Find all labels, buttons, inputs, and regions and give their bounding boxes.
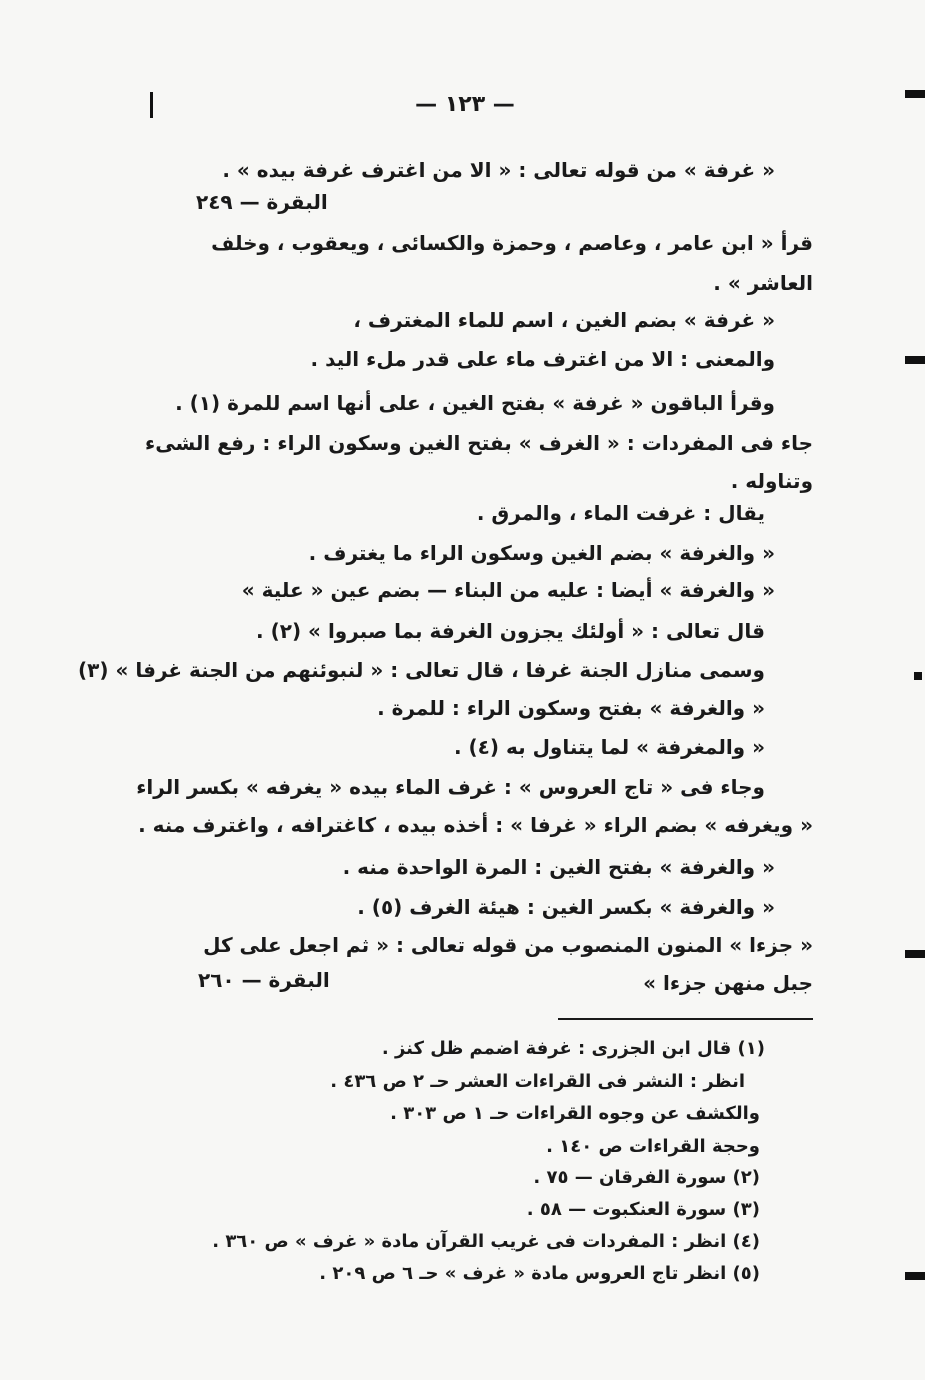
body-line: « ويغرفه » بضم الراء « غرفا » : أخذه بيده ، كاغترافه ، واغترف منه .: [138, 813, 813, 837]
body-line: جاء فى المفردات : « الغرف » بفتح الغين وسكون الراء : رفع الشىء: [145, 431, 813, 455]
body-line: « والغرفة » بفتح الغين : المرة الواحدة منه .: [342, 855, 775, 879]
margin-mark-right-1: [905, 90, 925, 98]
body-line: يقال : غرفت الماء ، والمرق .: [476, 501, 765, 525]
margin-mark-right-5: [905, 1272, 925, 1280]
body-line: « والغرفة » بضم الغين وسكون الراء ما يغترف .: [308, 541, 775, 565]
body-line: « والمغرفة » لما يتناول به (٤) .: [453, 735, 765, 759]
body-line: العاشر » .: [713, 271, 813, 295]
body-line: « والغرفة » بفتح وسكون الراء : للمرة .: [377, 696, 765, 720]
margin-bar-top-left: [150, 92, 153, 118]
footnote: (٣) سورة العنكبوت — ٥٨ .: [526, 1199, 760, 1220]
footnote-divider: [558, 1018, 813, 1020]
footnote: (٥) انظر تاج العروس مادة « غرف » حـ ٦ ص ٢٠٩ .: [319, 1263, 760, 1284]
body-line: « والغرفة » أيضا : عليه من البناء — بضم عين « علية »: [241, 578, 775, 602]
quran-reference: البقرة — ٢٤٩: [196, 190, 328, 214]
body-line: والمعنى : الا من اغترف ماء على قدر ملء اليد .: [310, 347, 775, 371]
footnote: (١) قال ابن الجزرى : غرفة اضمم ظل كنز .: [381, 1038, 765, 1059]
quran-reference: البقرة — ٢٦٠: [198, 968, 330, 992]
page-number: — ١٢٣ —: [415, 92, 515, 117]
footnote: (٢) سورة الفرقان — ٧٥ .: [533, 1167, 760, 1188]
body-line: وسمى منازل الجنة غرفا ، قال تعالى : « لنبوئنهم من الجنة غرفا » (٣): [78, 658, 765, 682]
margin-mark-right-2: [905, 356, 925, 364]
margin-mark-right-3: [914, 672, 922, 680]
footnote: انظر : النشر فى القراءات العشر حـ ٢ ص ٤٣٦ .: [330, 1071, 745, 1092]
body-line: « جزءا » المنون المنصوب من قوله تعالى : « ثم اجعل على كل: [203, 933, 813, 957]
footnote: والكشف عن وجوه القراءات حـ ١ ص ٣٠٣ .: [390, 1103, 760, 1124]
body-line: « غرفة » من قوله تعالى : « الا من اغترف غرفة بيده » .: [222, 158, 775, 182]
margin-mark-right-4: [905, 950, 925, 958]
body-line: قرأ « ابن عامر ، وعاصم ، وحمزة والكسائى ، ويعقوب ، وخلف: [211, 231, 813, 255]
footnote: وحجة القراءات ص ١٤٠ .: [546, 1136, 760, 1157]
body-line: جبل منهن جزءا »: [643, 971, 813, 995]
body-line: « والغرفة » بكسر الغين : هيئة الغرف (٥) .: [357, 895, 775, 919]
footnote: (٤) انظر : المفردات فى غريب القرآن مادة « غرف » ص ٣٦٠ .: [212, 1231, 760, 1252]
body-line: وقرأ الباقون « غرفة » بفتح الغين ، على أنها اسم للمرة (١) .: [175, 391, 775, 415]
body-line: قال تعالى : « أولئك يجزون الغرفة بما صبروا » (٢) .: [256, 619, 765, 643]
body-line: « غرفة » بضم الغين ، اسم للماء المغترف ،: [353, 308, 775, 332]
body-line: وتناوله .: [730, 469, 813, 493]
body-line: وجاء فى « تاج العروس » : غرف الماء بيده « يغرفه » بكسر الراء: [136, 775, 765, 799]
